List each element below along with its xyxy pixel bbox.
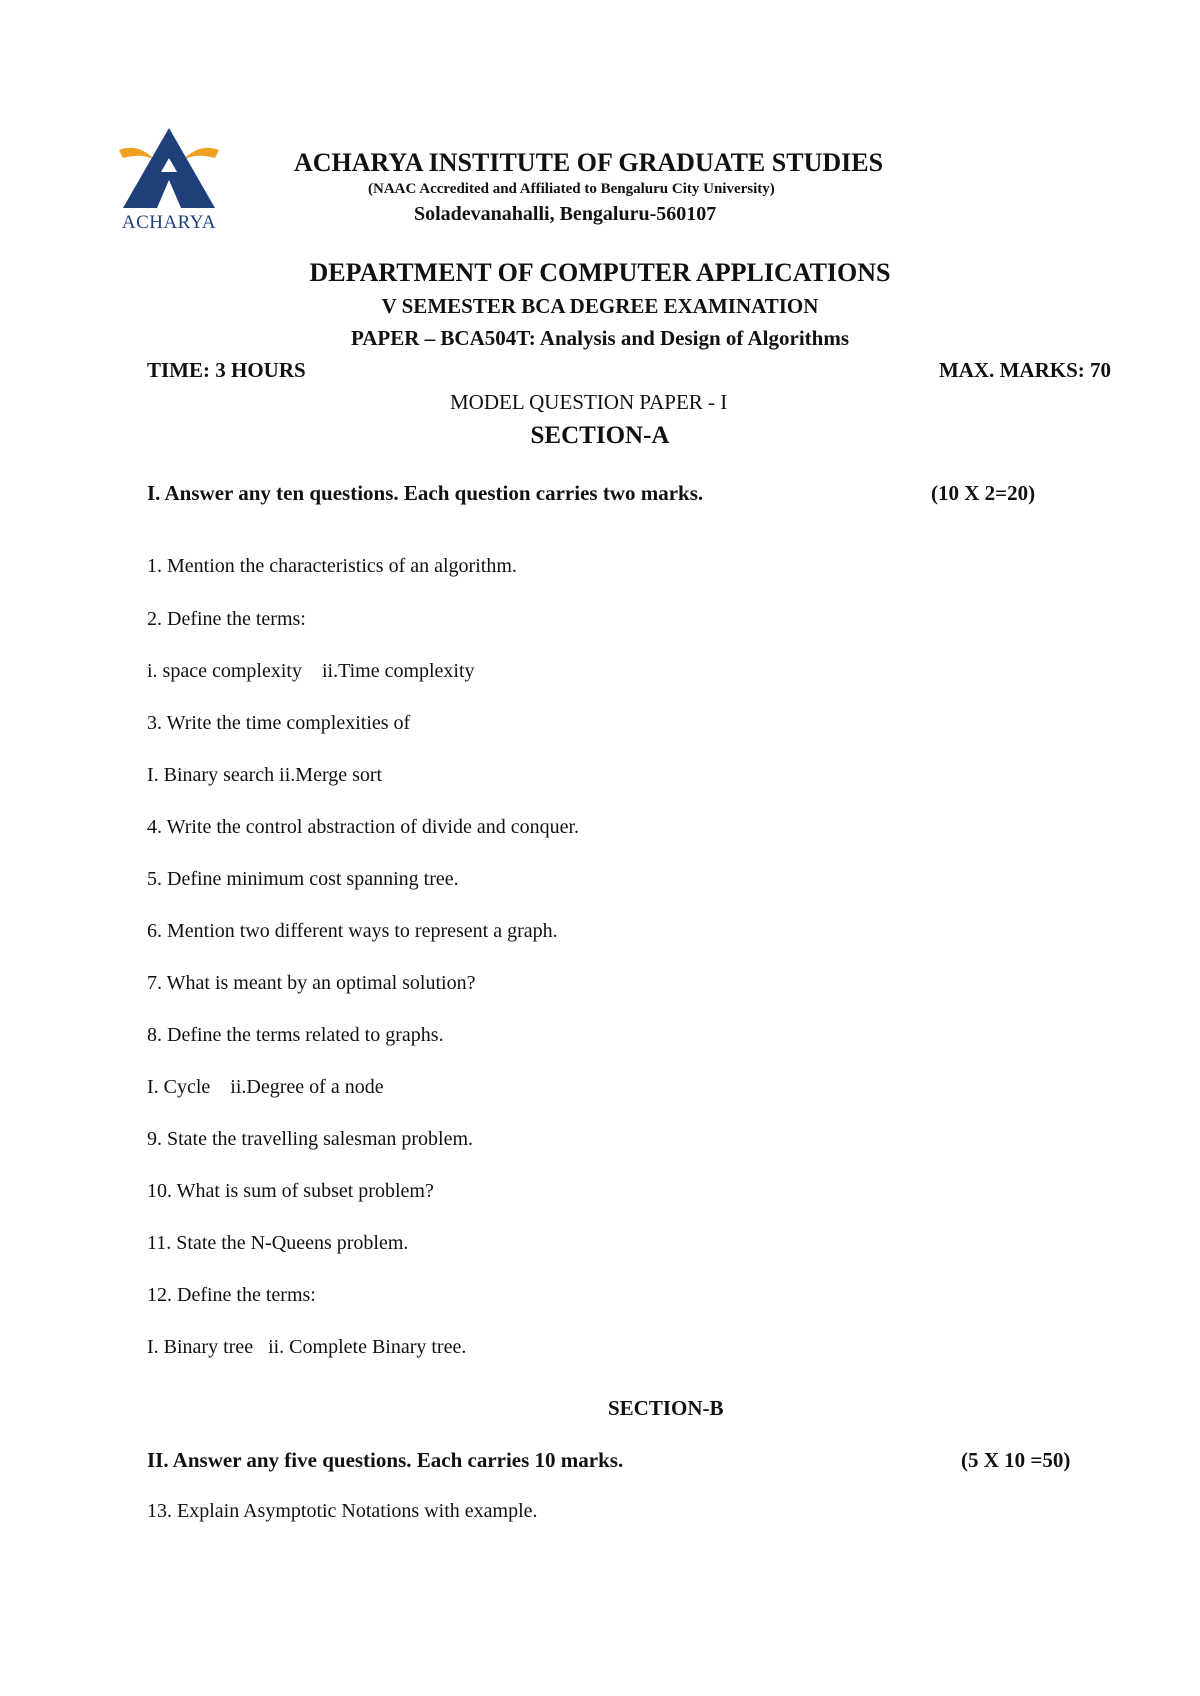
question-line: 5. Define minimum cost spanning tree. [147, 868, 459, 890]
exam-duration: TIME: 3 HOURS [147, 358, 306, 382]
question-line: 10. What is sum of subset problem? [147, 1180, 434, 1202]
section-a-instruction: I. Answer any ten questions. Each question carries two marks. [147, 481, 704, 505]
question-line: 1. Mention the characteristics of an algorithm. [147, 555, 517, 577]
section-a-marks: (10 X 2=20) [931, 481, 1036, 505]
question-line: 11. State the N-Queens problem. [147, 1232, 409, 1254]
section-a-title: SECTION-A [530, 422, 670, 449]
question-subline: i. space complexity ii.Time complexity [147, 660, 475, 682]
section-b-marks: (5 X 10 =50) [961, 1448, 1071, 1472]
question-line: 7. What is meant by an optimal solution? [147, 972, 476, 994]
institute-logo [117, 128, 221, 234]
institute-address: Soladevanahalli, Bengaluru-560107 [414, 203, 717, 225]
acharya-logo-icon [117, 128, 221, 214]
institute-name: ACHARYA INSTITUTE OF GRADUATE STUDIES [294, 148, 884, 177]
question-line: 3. Write the time complexities of [147, 712, 411, 734]
accreditation-note: (NAAC Accredited and Affiliated to Bengaluru City University) [368, 181, 775, 197]
logo-wordmark: ACHARYA [121, 212, 217, 233]
max-marks: MAX. MARKS: 70 [938, 358, 1111, 382]
model-paper-label: MODEL QUESTION PAPER - I [450, 390, 728, 414]
question-subline: I. Binary tree ii. Complete Binary tree. [147, 1336, 467, 1358]
question-line: 6. Mention two different ways to represent a graph. [147, 920, 558, 942]
section-b-title: SECTION-B [608, 1396, 724, 1420]
question-line: 13. Explain Asymptotic Notations with example. [147, 1500, 538, 1522]
section-b-instruction: II. Answer any five questions. Each carries 10 marks. [147, 1448, 624, 1472]
question-line: 9. State the travelling salesman problem. [147, 1128, 474, 1150]
question-subline: I. Cycle ii.Degree of a node [147, 1076, 384, 1098]
question-line: 8. Define the terms related to graphs. [147, 1024, 444, 1046]
question-line: 4. Write the control abstraction of divide and conquer. [147, 816, 580, 838]
exam-title: V SEMESTER BCA DEGREE EXAMINATION [381, 294, 819, 318]
question-subline: I. Binary search ii.Merge sort [147, 764, 383, 786]
paper-title: PAPER – BCA504T: Analysis and Design of Algorithms [350, 326, 850, 350]
question-line: 12. Define the terms: [147, 1284, 316, 1306]
department-title: DEPARTMENT OF COMPUTER APPLICATIONS [309, 258, 891, 287]
question-line: 2. Define the terms: [147, 608, 306, 630]
